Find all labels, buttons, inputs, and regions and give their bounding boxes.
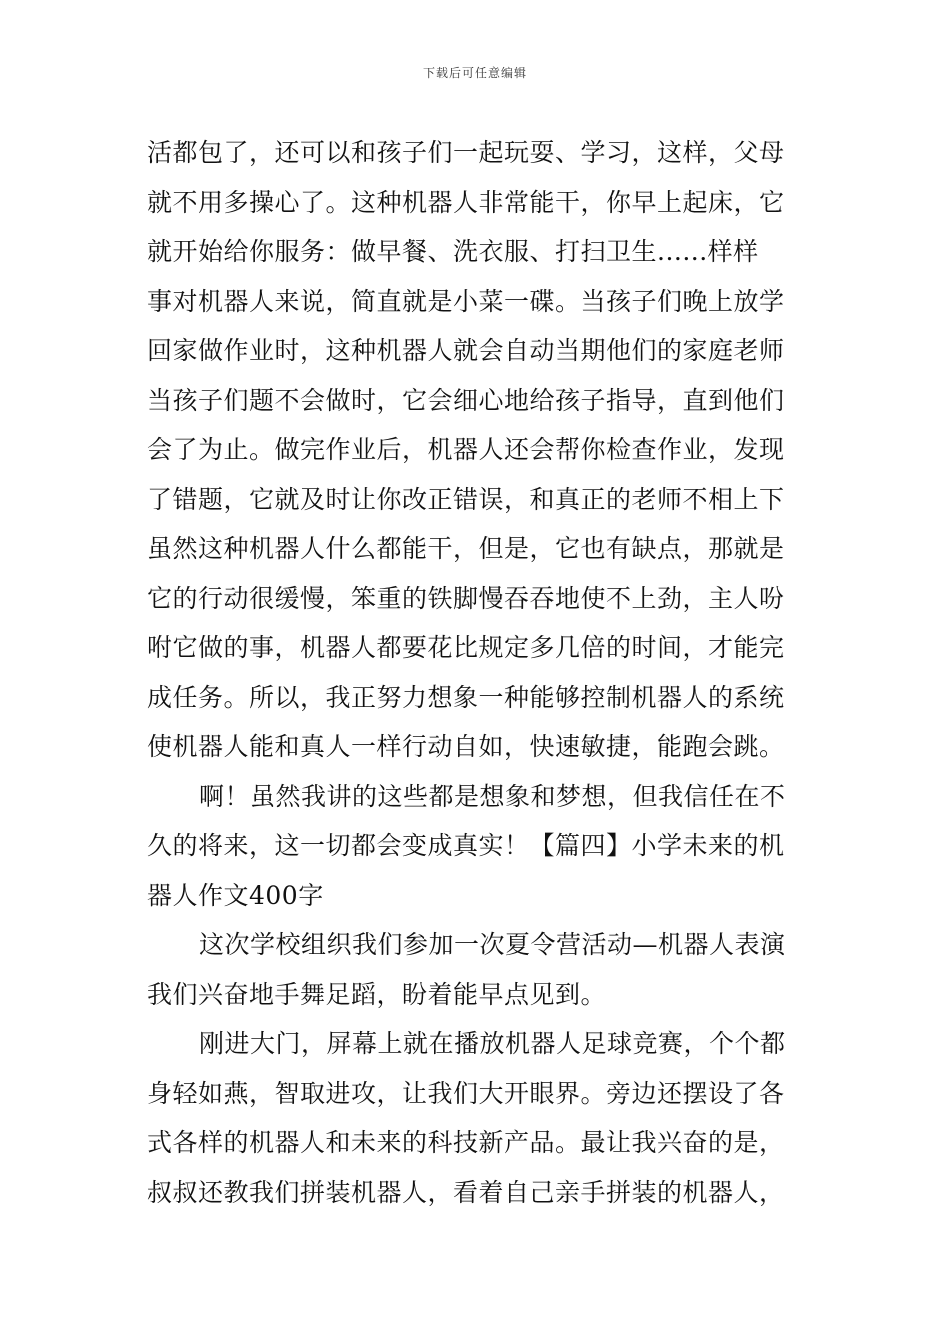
text-line: 器人作文400字	[147, 880, 324, 910]
text-line: 就开始给你服务：做早餐、洗衣服、打扫卫生......样样	[147, 237, 759, 266]
text-line: 事对机器人来说，简直就是小菜一碟。当孩子们晚上放学	[147, 286, 785, 316]
page-header: 下载后可任意编辑	[422, 66, 527, 80]
text-line: 式各样的机器人和未来的科技新产品。最让我兴奋的是，	[147, 1128, 785, 1157]
text-line: 咐它做的事，机器人都要花比规定多几倍的时间，才能完	[147, 633, 785, 662]
text-line: 这次学校组织我们参加一次夏令营活动—机器人表演	[199, 930, 786, 959]
text-line: 身轻如燕，智取进攻，让我们大开眼界。旁边还摆设了各	[147, 1078, 785, 1108]
text-line: 当孩子们题不会做时，它会细心地给孩子指导，直到他们	[147, 385, 785, 415]
text-line: 了错题，它就及时让你改正错误，和真正的老师不相上下	[147, 484, 785, 514]
text-line: 活都包了，还可以和孩子们一起玩耍、学习，这样，父母	[147, 138, 785, 167]
text-line: 会了为止。做完作业后，机器人还会帮你检查作业，发现	[147, 435, 785, 464]
text-line: 成任务。所以，我正努力想象一种能够控制机器人的系统	[147, 682, 785, 712]
text-line: 它的行动很缓慢，笨重的铁脚慢吞吞地使不上劲，主人吩	[147, 583, 785, 613]
text-line: 就不用多操心了。这种机器人非常能干，你早上起床，它	[147, 187, 785, 217]
text-line: 回家做作业时，这种机器人就会自动当期他们的家庭老师	[147, 336, 785, 365]
text-line: 我们兴奋地手舞足蹈，盼着能早点见到。	[147, 979, 607, 1009]
document-body	[147, 128, 807, 1217]
text-line: 刚进大门，屏幕上就在播放机器人足球竞赛，个个都	[199, 1029, 786, 1058]
text-line: 叔叔还教我们拼装机器人，看着自己亲手拼装的机器人，	[147, 1177, 785, 1207]
text-line: 虽然这种机器人什么都能干，但是，它也有缺点，那就是	[147, 534, 785, 563]
text-line: 久的将来，这一切都会变成真实！【篇四】小学未来的机	[147, 831, 785, 860]
text-line: 啊！虽然我讲的这些都是想象和梦想，但我信任在不	[199, 781, 786, 811]
text-line: 使机器人能和真人一样行动自如，快速敏捷，能跑会跳。	[147, 732, 785, 761]
